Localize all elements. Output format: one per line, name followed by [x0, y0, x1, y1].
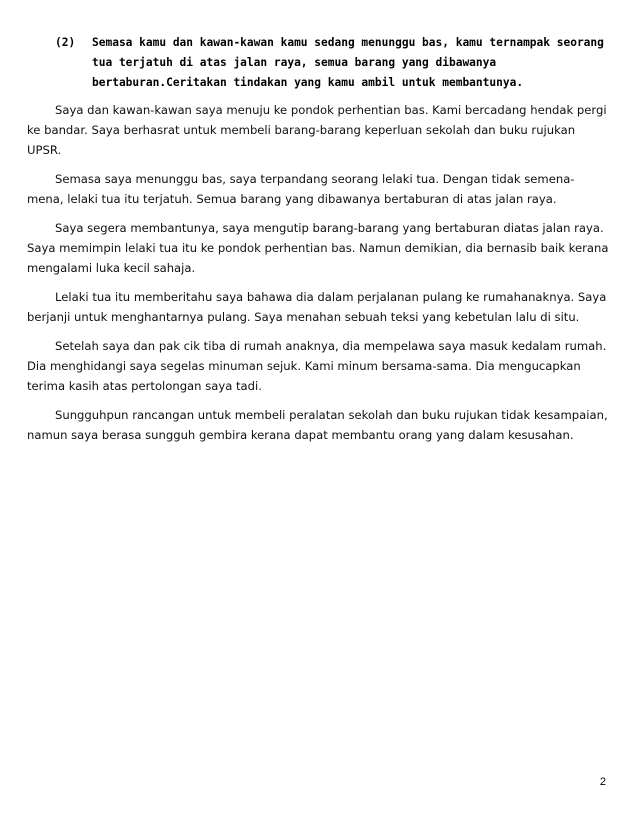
question-text: Semasa kamu dan kawan-kawan kamu sedang menunggu bas, kamu ternampak seorang tua terjatuh di atas jalan raya, semua barang yang dibawanya bertaburan.Ceritakan tindakan yang kamu ambil untuk membantunya.: [92, 36, 604, 89]
essay-question: [55, 33, 615, 93]
essay-body: [27, 100, 611, 454]
essay-paragraph-4: Lelaki tua itu memberitahu saya bahawa dia dalam perjalanan pulang ke rumahanaknya. Saya berjanji untuk menghantarnya pulang. Saya menahan sebuah teksi yang kebetulan lalu di situ.: [27, 290, 607, 324]
page-number: 2: [599, 776, 606, 788]
essay-paragraph-5: Setelah saya dan pak cik tiba di rumah anaknya, dia mempelawa saya masuk kedalam rumah. Dia menghidangi saya segelas minuman sejuk. Kami minum bersama-sama. Dia mengucapkan terima kasih atas pertolongan saya tadi.: [27, 339, 607, 393]
question-number: (2): [55, 36, 76, 49]
essay-paragraph-3: Saya segera membantunya, saya mengutip barang-barang yang bertaburan diatas jalan raya. Saya memimpin lelaki tua itu ke pondok perhentian bas. Namun demikian, dia bernasib baik kerana mengalami luka kecil sahaja.: [27, 221, 609, 275]
essay-paragraph-6: Sungguhpun rancangan untuk membeli peralatan sekolah dan buku rujukan tidak kesampaian, namun saya berasa sungguh gembira kerana dapat membantu orang yang dalam kesusahan.: [27, 408, 608, 442]
essay-paragraph-1: Saya dan kawan-kawan saya menuju ke pondok perhentian bas. Kami bercadang hendak pergi ke bandar. Saya berhasrat untuk membeli barang-barang keperluan sekolah dan buku rujukan UPSR.: [27, 103, 607, 157]
essay-paragraph-2: Semasa saya menunggu bas, saya terpandang seorang lelaki tua. Dengan tidak semena-mena, lelaki tua itu terjatuh. Semua barang yang dibawanya bertaburan di atas jalan raya.: [27, 172, 575, 206]
